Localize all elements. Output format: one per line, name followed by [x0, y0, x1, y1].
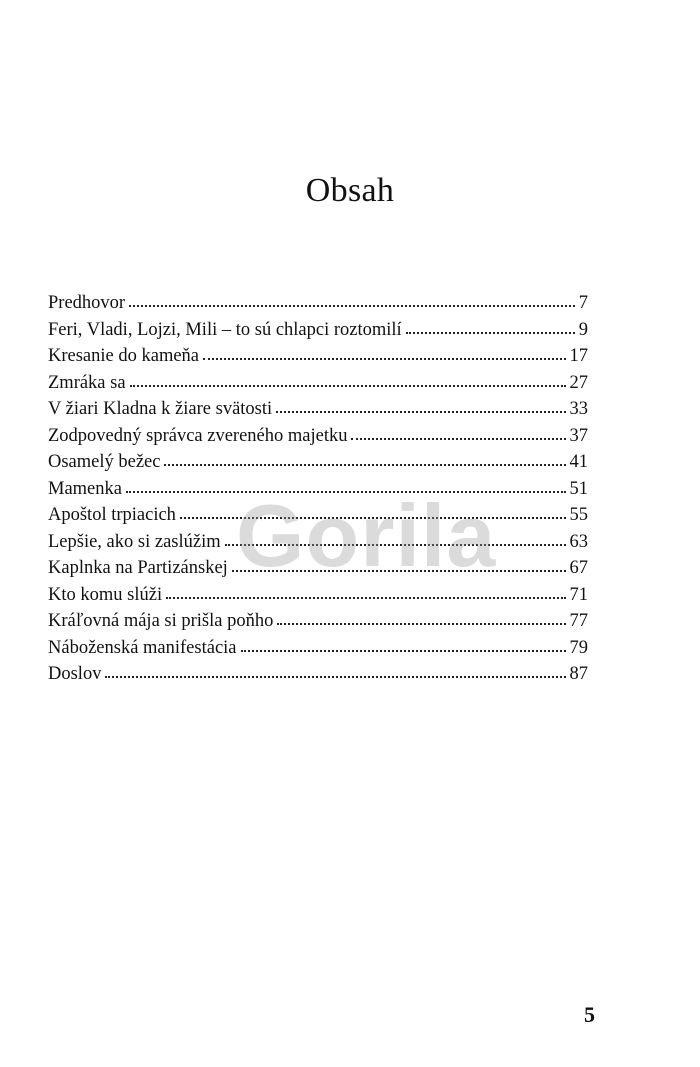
toc-entry-page: 71 [569, 584, 588, 605]
dot-leader [105, 676, 565, 678]
toc-entry-page: 63 [569, 531, 588, 552]
toc-entry [48, 290, 588, 317]
toc-entry-page: 17 [569, 346, 588, 366]
toc-entry-page: 55 [569, 505, 588, 525]
dot-leader [241, 650, 566, 652]
toc-entry [48, 502, 588, 529]
toc-entry-title: Kresanie do kameňa [48, 346, 200, 366]
dot-leader [277, 623, 565, 625]
toc-entry [48, 555, 588, 582]
watermark-logo: Gorila [236, 486, 497, 585]
toc-entry-page: 27 [569, 372, 588, 393]
toc-entry [48, 635, 588, 662]
toc-entry [48, 661, 588, 688]
toc-entry-title: Lepšie, ako si zaslúžim [48, 531, 221, 552]
toc-entry-title: Predhovor [48, 293, 126, 313]
toc-entry-title: Kto komu slúži [48, 584, 163, 605]
dot-leader [164, 464, 565, 466]
toc-entry-page: 51 [569, 478, 588, 499]
toc-entry-title: Kaplnka na Partizánskej [48, 558, 228, 578]
toc-entry [48, 476, 588, 503]
toc-entry-page: 79 [569, 637, 588, 658]
dot-leader [406, 332, 575, 334]
toc-entry [48, 370, 588, 397]
toc-entry-title: Osamelý bežec [48, 452, 161, 472]
page-number: 5 [584, 1002, 595, 1027]
toc-entry [48, 529, 588, 556]
dot-leader [126, 491, 566, 493]
toc-entry-page: 37 [569, 425, 588, 446]
dot-leader [351, 438, 565, 440]
dot-leader [129, 305, 575, 307]
dot-leader [232, 570, 566, 572]
dot-leader [203, 358, 565, 360]
toc-entry [48, 449, 588, 476]
table-of-contents [48, 290, 588, 688]
toc-entry-page: 7 [578, 293, 588, 313]
toc-entry-title: Kráľovná mája si prišla poňho [48, 611, 274, 631]
toc-entry-title: Doslov [48, 664, 102, 684]
toc-entry-title: Feri, Vladi, Lojzi, Mili – to sú chlapci roztomilí [48, 319, 402, 340]
toc-entry-title: Mamenka [48, 478, 122, 499]
dot-leader [130, 385, 566, 387]
toc-entry [48, 582, 588, 609]
dot-leader [225, 544, 566, 546]
toc-entry [48, 396, 588, 423]
toc-entry-page: 9 [578, 319, 588, 340]
toc-entry-title: V žiari Kladna k žiare svätosti [48, 399, 273, 419]
toc-entry-page: 67 [569, 558, 588, 578]
dot-leader [276, 411, 565, 413]
toc-entry-title: Apoštol trpiacich [48, 505, 176, 525]
toc-entry-page: 41 [569, 452, 588, 472]
page-title: Obsah [305, 172, 395, 209]
toc-entry-title: Náboženská manifestácia [48, 637, 237, 658]
toc-entry-page: 87 [569, 664, 588, 684]
toc-entry [48, 608, 588, 635]
toc-entry [48, 317, 588, 344]
toc-entry-page: 33 [569, 399, 588, 419]
dot-leader [180, 517, 566, 519]
toc-entry [48, 423, 588, 450]
toc-entry-title: Zodpovedný správca zvereného majetku [48, 425, 348, 446]
dot-leader [166, 597, 565, 599]
toc-entry [48, 343, 588, 370]
toc-entry-page: 77 [569, 611, 588, 631]
toc-entry-title: Zmráka sa [48, 372, 126, 393]
